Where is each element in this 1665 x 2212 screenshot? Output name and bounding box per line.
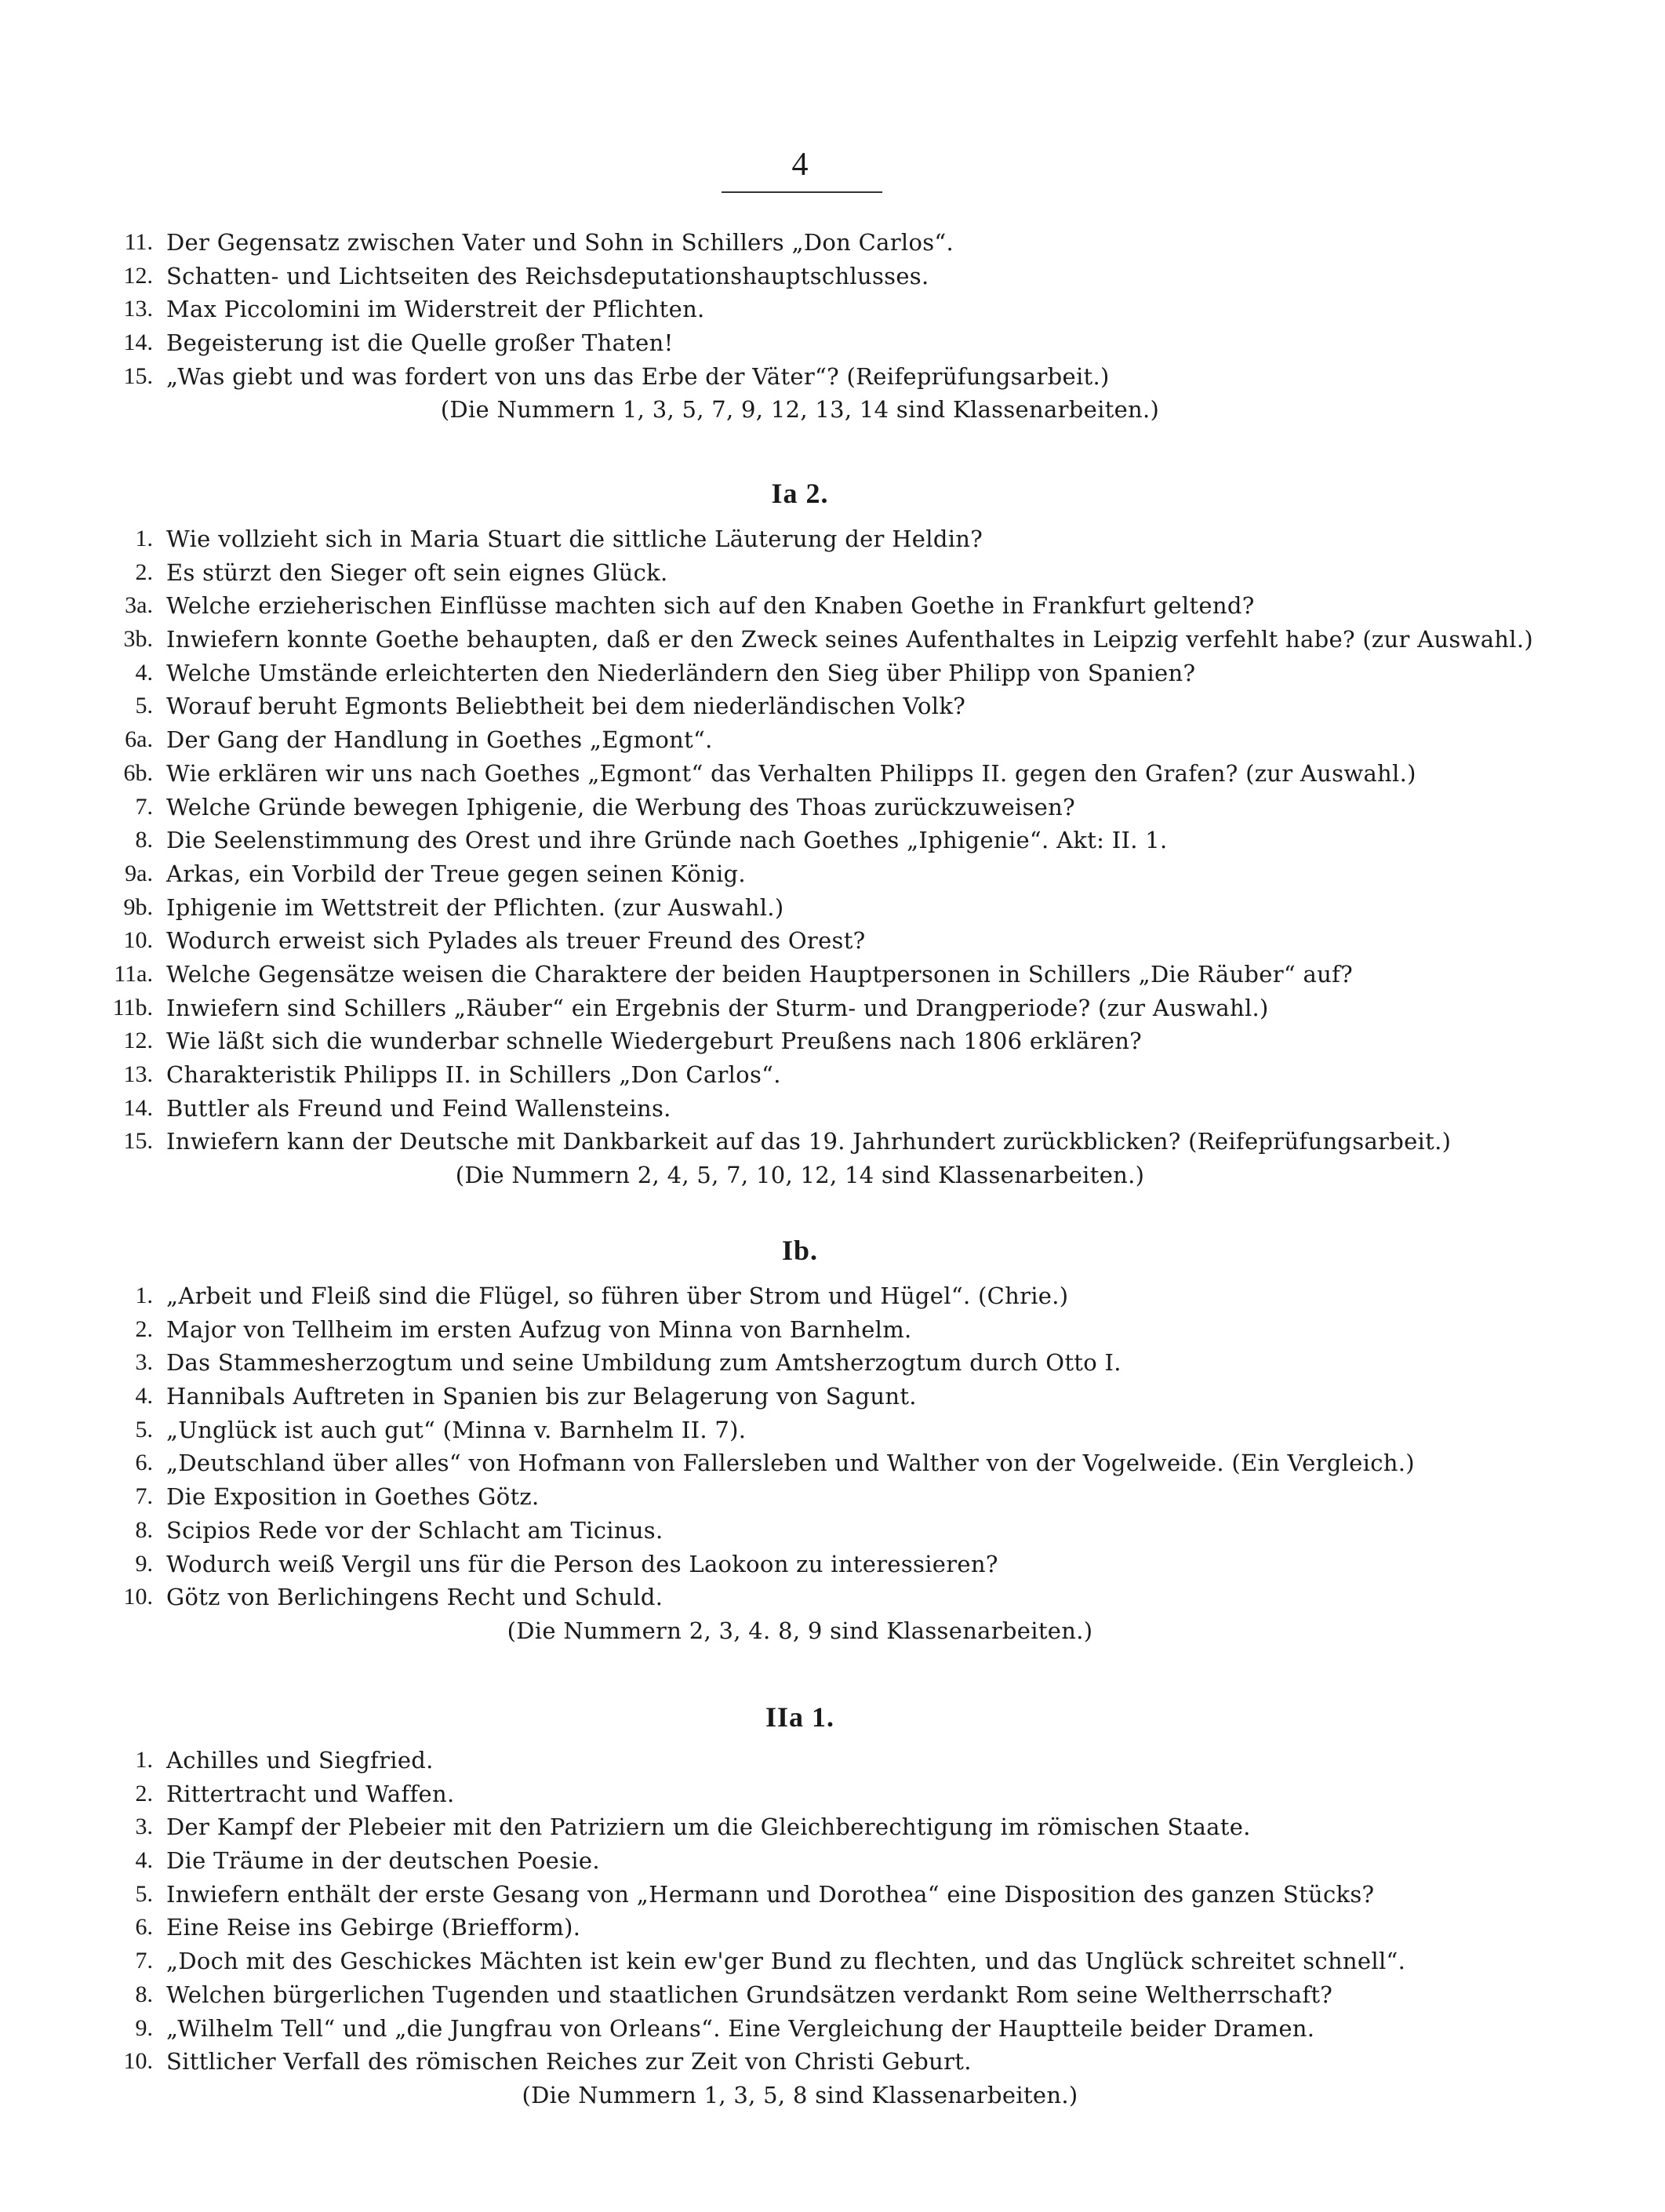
- list-item: [0, 1744, 1665, 1777]
- list-item: [0, 226, 1665, 260]
- item-text: Welche Gegensätze weisen die Charaktere der beiden Hauptpersonen in Schillers „Die Räuber“ auf?: [166, 960, 1354, 988]
- item-text: Die Exposition in Goethes Götz.: [166, 1483, 540, 1511]
- item-text: Schatten- und Lichtseiten des Reichsdeputationshauptschlusses.: [166, 262, 929, 289]
- list-item: [0, 1581, 1665, 1614]
- item-text: Es stürzt den Sieger oft sein eignes Glück.: [166, 558, 668, 586]
- section-heading-ib: Ib.: [781, 1235, 819, 1266]
- item-text: Inwiefern konnte Goethe behaupten, daß er den Zweck seines Aufenthaltes in Leipzig verfehlt habe? (zur Auswahl.): [166, 626, 1533, 653]
- list-item: [0, 1777, 1665, 1811]
- section-note: (Die Nummern 1, 3, 5, 8 sind Klassenarbeiten.): [522, 2081, 1078, 2108]
- list-item: [0, 326, 1665, 360]
- item-number: 6.: [135, 1914, 153, 1941]
- item-number: 7.: [135, 1948, 153, 1974]
- list-item: [0, 1844, 1665, 1878]
- list-item: [0, 1279, 1665, 1313]
- item-text: „Was giebt und was fordert von uns das Erbe der Väter“? (Reifeprüfungsarbeit.): [166, 362, 1110, 390]
- item-text: „Deutschland über alles“ von Hofmann von Fallersleben und Walther von der Vogelweide. (Ein Vergleich.): [166, 1450, 1415, 1477]
- item-number: 14.: [123, 1094, 153, 1121]
- item-number: 11.: [124, 229, 153, 255]
- list-item: [0, 1413, 1665, 1447]
- item-number: 11b.: [112, 994, 153, 1021]
- item-number: 10.: [123, 1584, 153, 1610]
- list-item: [0, 723, 1665, 757]
- list-item: [0, 1514, 1665, 1548]
- list-item: [0, 1878, 1665, 1912]
- item-number: 10.: [123, 2048, 153, 2075]
- item-text: Wie läßt sich die wunderbar schnelle Wiedergeburt Preußens nach 1806 erklären?: [166, 1028, 1143, 1055]
- item-text: Scipios Rede vor der Schlacht am Ticinus.: [166, 1516, 663, 1544]
- list-item: [0, 757, 1665, 791]
- item-number: 7.: [135, 793, 153, 820]
- list-item: [0, 1446, 1665, 1480]
- item-text: Buttler als Freund und Feind Wallensteins.: [166, 1094, 671, 1122]
- item-number: 5.: [135, 693, 153, 719]
- item-number: 6b.: [123, 759, 153, 786]
- item-number: 14.: [123, 329, 153, 356]
- list-item: [0, 1945, 1665, 1978]
- item-text: Begeisterung ist die Quelle großer Thaten!: [166, 329, 674, 357]
- list-item: [0, 824, 1665, 857]
- section-ib: [0, 1279, 1665, 1648]
- section-continuation: [0, 226, 1665, 427]
- item-text: Major von Tellheim im ersten Aufzug von Minna von Barnhelm.: [166, 1315, 912, 1343]
- item-number: 1.: [135, 1282, 153, 1308]
- item-number: 6.: [135, 1450, 153, 1476]
- item-text: „Doch mit des Geschickes Mächten ist kein ew'ger Bund zu flechten, und das Unglück schreitet schnell“.: [166, 1948, 1406, 1975]
- list-item: [0, 1346, 1665, 1380]
- item-number: 8.: [135, 827, 153, 853]
- item-text: Das Stammesherzogtum und seine Umbildung zum Amtsherzogtum durch Otto I.: [166, 1349, 1122, 1377]
- item-text: Wie erklären wir uns nach Goethes „Egmont“ das Verhalten Philipps II. gegen den Grafen? (zur Auswahl.): [166, 759, 1416, 787]
- section-iia-1: [0, 1744, 1665, 2112]
- list-item: [0, 958, 1665, 991]
- item-text: Welche Gründe bewegen Iphigenie, die Werbung des Thoas zurückzuweisen?: [166, 793, 1075, 820]
- item-number: 4.: [135, 1847, 153, 1874]
- item-number: 2.: [135, 1315, 153, 1342]
- page-number: 4: [791, 147, 809, 183]
- list-item: [0, 1092, 1665, 1126]
- item-text: Sittlicher Verfall des römischen Reiches zur Zeit von Christi Geburt.: [166, 2048, 972, 2076]
- item-text: Welchen bürgerlichen Tugenden und staatlichen Grundsätzen verdankt Rom seine Weltherrschaft?: [166, 1981, 1333, 2008]
- item-text: Der Kampf der Plebeier mit den Patriziern um die Gleichberechtigung im römischen Staate.: [166, 1814, 1251, 1841]
- list-item: [0, 623, 1665, 657]
- item-number: 7.: [135, 1483, 153, 1510]
- item-text: Charakteristik Philipps II. in Schillers „Don Carlos“.: [166, 1061, 781, 1088]
- item-number: 15.: [123, 362, 153, 389]
- list-item: [0, 2045, 1665, 2079]
- item-text: Wodurch weiß Vergil uns für die Person des Laokoon zu interessieren?: [166, 1550, 998, 1577]
- list-item: [0, 1911, 1665, 1945]
- item-text: Max Piccolomini im Widerstreit der Pflichten.: [166, 296, 705, 323]
- item-text: Der Gegensatz zwischen Vater und Sohn in Schillers „Don Carlos“.: [166, 229, 954, 256]
- item-text: Inwiefern enthält der erste Gesang von „Hermann und Dorothea“ eine Disposition des ganzen Stücks?: [166, 1880, 1375, 1908]
- item-number: 3b.: [123, 626, 153, 653]
- item-text: Wodurch erweist sich Pylades als treuer Freund des Orest?: [166, 927, 866, 955]
- list-item: [0, 1024, 1665, 1058]
- list-item: [0, 1480, 1665, 1514]
- list-item: [0, 589, 1665, 623]
- item-number: 3.: [135, 1349, 153, 1376]
- list-item: [0, 1978, 1665, 2012]
- item-number: 8.: [135, 1981, 153, 2007]
- item-text: „Unglück ist auch gut“ (Minna v. Barnhelm II. 7).: [166, 1416, 747, 1443]
- item-number: 13.: [123, 296, 153, 322]
- list-item: [0, 791, 1665, 824]
- item-number: 2.: [135, 558, 153, 585]
- list-item: [0, 1810, 1665, 1844]
- section-note: (Die Nummern 2, 3, 4. 8, 9 sind Klassenarbeiten.): [507, 1617, 1093, 1644]
- list-item: [0, 857, 1665, 891]
- list-item: [0, 1380, 1665, 1413]
- list-item: [0, 891, 1665, 925]
- item-text: Iphigenie im Wettstreit der Pflichten. (zur Auswahl.): [166, 893, 784, 921]
- list-item: [0, 556, 1665, 590]
- list-item: [0, 2012, 1665, 2046]
- list-item: [0, 260, 1665, 293]
- item-text: Der Gang der Handlung in Goethes „Egmont“.: [166, 726, 713, 754]
- section-ia-2: [0, 522, 1665, 1192]
- item-text: Inwiefern kann der Deutsche mit Dankbarkeit auf das 19. Jahrhundert zurückblicken? (Reifeprüfungsarbeit.): [166, 1128, 1452, 1155]
- item-number: 5.: [135, 1880, 153, 1907]
- item-number: 9.: [135, 2014, 153, 2041]
- list-item: [0, 1548, 1665, 1581]
- section-note: (Die Nummern 1, 3, 5, 7, 9, 12, 13, 14 sind Klassenarbeiten.): [440, 396, 1160, 424]
- item-number: 4.: [135, 1383, 153, 1410]
- list-item: [0, 1058, 1665, 1092]
- item-text: Hannibals Auftreten in Spanien bis zur Belagerung von Sagunt.: [166, 1383, 917, 1410]
- section-heading-iia-1: IIa 1.: [765, 1701, 835, 1733]
- list-item: [0, 522, 1665, 556]
- item-number: 3.: [135, 1814, 153, 1840]
- item-number: 10.: [123, 927, 153, 954]
- item-number: 4.: [135, 659, 153, 686]
- item-text: „Arbeit und Fleiß sind die Flügel, so führen über Strom und Hügel“. (Chrie.): [166, 1282, 1069, 1309]
- item-number: 12.: [123, 262, 153, 289]
- list-item: [0, 657, 1665, 690]
- page-number-rule: [722, 191, 882, 193]
- item-text: Eine Reise ins Gebirge (Briefform).: [166, 1914, 581, 1941]
- item-number: 2.: [135, 1780, 153, 1806]
- item-text: Arkas, ein Vorbild der Treue gegen seinen König.: [166, 860, 746, 887]
- list-item: [0, 1313, 1665, 1347]
- item-number: 3a.: [125, 592, 153, 619]
- list-item: [0, 689, 1665, 723]
- item-number: 6a.: [125, 726, 153, 753]
- item-text: Die Seelenstimmung des Orest und ihre Gründe nach Goethes „Iphigenie“. Akt: II. 1.: [166, 827, 1168, 854]
- list-item: [0, 991, 1665, 1025]
- item-number: 5.: [135, 1416, 153, 1443]
- item-text: „Wilhelm Tell“ und „die Jungfrau von Orleans“. Eine Vergleichung der Hauptteile beider Dramen.: [166, 2014, 1315, 2042]
- item-number: 12.: [123, 1028, 153, 1054]
- item-text: Rittertracht und Waffen.: [166, 1780, 455, 1807]
- item-text: Welche erzieherischen Einflüsse machten sich auf den Knaben Goethe in Frankfurt geltend?: [166, 592, 1255, 620]
- item-number: 9a.: [125, 860, 153, 886]
- item-number: 1.: [135, 1747, 153, 1773]
- item-number: 1.: [135, 526, 153, 551]
- item-number: 9b.: [123, 893, 153, 920]
- item-number: 8.: [135, 1516, 153, 1543]
- item-number: 15.: [123, 1128, 153, 1155]
- item-text: Die Träume in der deutschen Poesie.: [166, 1847, 600, 1875]
- list-item: [0, 293, 1665, 326]
- item-text: Worauf beruht Egmonts Beliebtheit bei dem niederländischen Volk?: [166, 693, 966, 720]
- list-item: [0, 360, 1665, 394]
- item-text: Inwiefern sind Schillers „Räuber“ ein Ergebnis der Sturm- und Drangperiode? (zur Auswahl.): [166, 994, 1269, 1021]
- list-item: [0, 924, 1665, 958]
- section-heading-ia-2: Ia 2.: [771, 478, 829, 509]
- item-text: Achilles und Siegfried.: [166, 1747, 434, 1774]
- list-item: [0, 1125, 1665, 1159]
- item-text: Götz von Berlichingens Recht und Schuld.: [166, 1584, 663, 1611]
- section-note: (Die Nummern 2, 4, 5, 7, 10, 12, 14 sind Klassenarbeiten.): [455, 1162, 1145, 1189]
- item-number: 13.: [123, 1061, 153, 1087]
- item-text: Welche Umstände erleichterten den Niederländern den Sieg über Philipp von Spanien?: [166, 659, 1196, 686]
- item-number: 9.: [135, 1550, 153, 1577]
- item-text: Wie vollzieht sich in Maria Stuart die sittliche Läuterung der Heldin?: [166, 526, 983, 552]
- item-number: 11a.: [114, 960, 153, 987]
